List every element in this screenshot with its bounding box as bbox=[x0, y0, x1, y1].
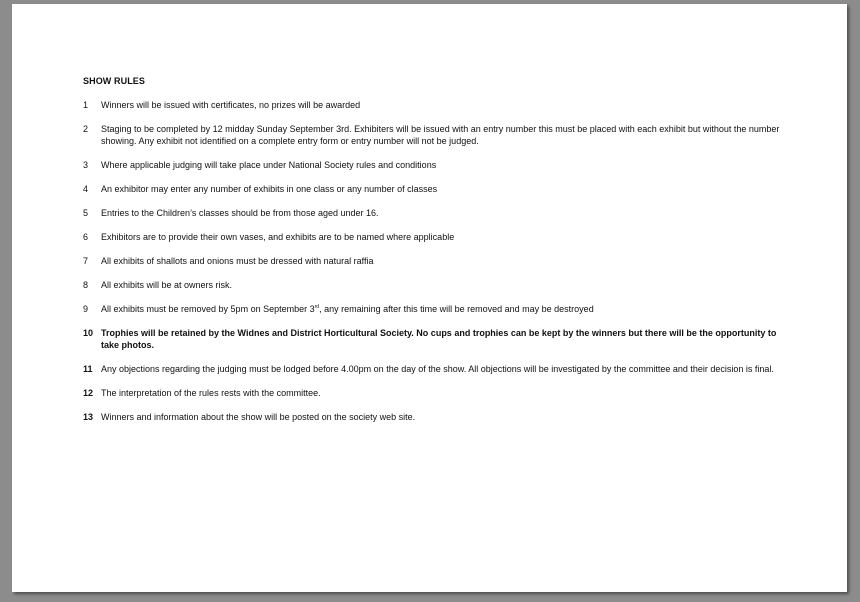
rule-text: Winners and information about the show will be posted on the society web site. bbox=[101, 412, 416, 422]
rule-item bbox=[83, 387, 783, 399]
rule-number: 12 bbox=[83, 388, 94, 398]
rule-number: 1 bbox=[83, 100, 89, 110]
rule-text: Where applicable judging will take place under National Society rules and conditions bbox=[101, 160, 437, 170]
rule-number: 9 bbox=[83, 304, 89, 314]
rule-item bbox=[83, 255, 783, 267]
rule-text: Staging to be completed by 12 midday Sunday September 3rd. Exhibiters will be issued with an entry number this must be placed with each exhibit but without the number showing. Any exhibit not identified on a complete entry form or entry number will not be judged. bbox=[101, 124, 780, 146]
rule-text: Trophies will be retained by the Widnes and District Horticultural Society. No cups and trophies can be kept by the winners but there will be the opportunity to take photos. bbox=[101, 328, 777, 350]
rule-number: 3 bbox=[83, 160, 89, 170]
rule-text: Winners will be issued with certificates, no prizes will be awarded bbox=[101, 100, 361, 110]
rule-text: All exhibits will be at owners risk. bbox=[101, 280, 233, 290]
rule-number: 8 bbox=[83, 280, 89, 290]
rule-text: All exhibits of shallots and onions must be dressed with natural raffia bbox=[101, 256, 374, 266]
rule-number: 2 bbox=[83, 124, 89, 134]
rule-item bbox=[83, 327, 783, 351]
rule-number: 10 bbox=[83, 328, 94, 338]
rule-number: 7 bbox=[83, 256, 89, 266]
rule-text-before: All exhibits must be removed by 5pm on September 3 bbox=[101, 304, 315, 314]
rule-item bbox=[83, 231, 783, 243]
rule-text: Exhibitors are to provide their own vases, and exhibits are to be named where applicable bbox=[101, 232, 455, 242]
rule-number: 4 bbox=[83, 184, 89, 194]
rule-text: The interpretation of the rules rests with the committee. bbox=[101, 388, 321, 398]
rule-number: 6 bbox=[83, 232, 89, 242]
rule-number: 11 bbox=[83, 364, 93, 374]
rule-text: Any objections regarding the judging must be lodged before 4.00pm on the day of the show. All objections will be investigated by the committee and their decision is final. bbox=[101, 364, 774, 374]
rule-item bbox=[83, 99, 783, 111]
rule-text-after: , any remaining after this time will be removed and may be destroyed bbox=[319, 304, 594, 314]
rule-superscript: rd bbox=[314, 304, 320, 310]
rule-text bbox=[101, 304, 594, 314]
rule-item bbox=[83, 303, 783, 315]
page-title: SHOW RULES bbox=[83, 76, 146, 86]
rule-number: 5 bbox=[83, 208, 89, 218]
rule-item bbox=[83, 159, 783, 171]
rule-item bbox=[83, 411, 783, 423]
rule-item bbox=[83, 279, 783, 291]
document-content bbox=[83, 75, 783, 435]
rule-text: An exhibitor may enter any number of exhibits in one class or any number of classes bbox=[101, 184, 438, 194]
rule-text: Entries to the Children’s classes should be from those aged under 16. bbox=[101, 208, 379, 218]
rule-item bbox=[83, 363, 783, 375]
document-page bbox=[12, 4, 847, 592]
rule-number: 13 bbox=[83, 412, 94, 422]
rule-item bbox=[83, 207, 783, 219]
rule-item bbox=[83, 123, 783, 147]
rule-item bbox=[83, 183, 783, 195]
